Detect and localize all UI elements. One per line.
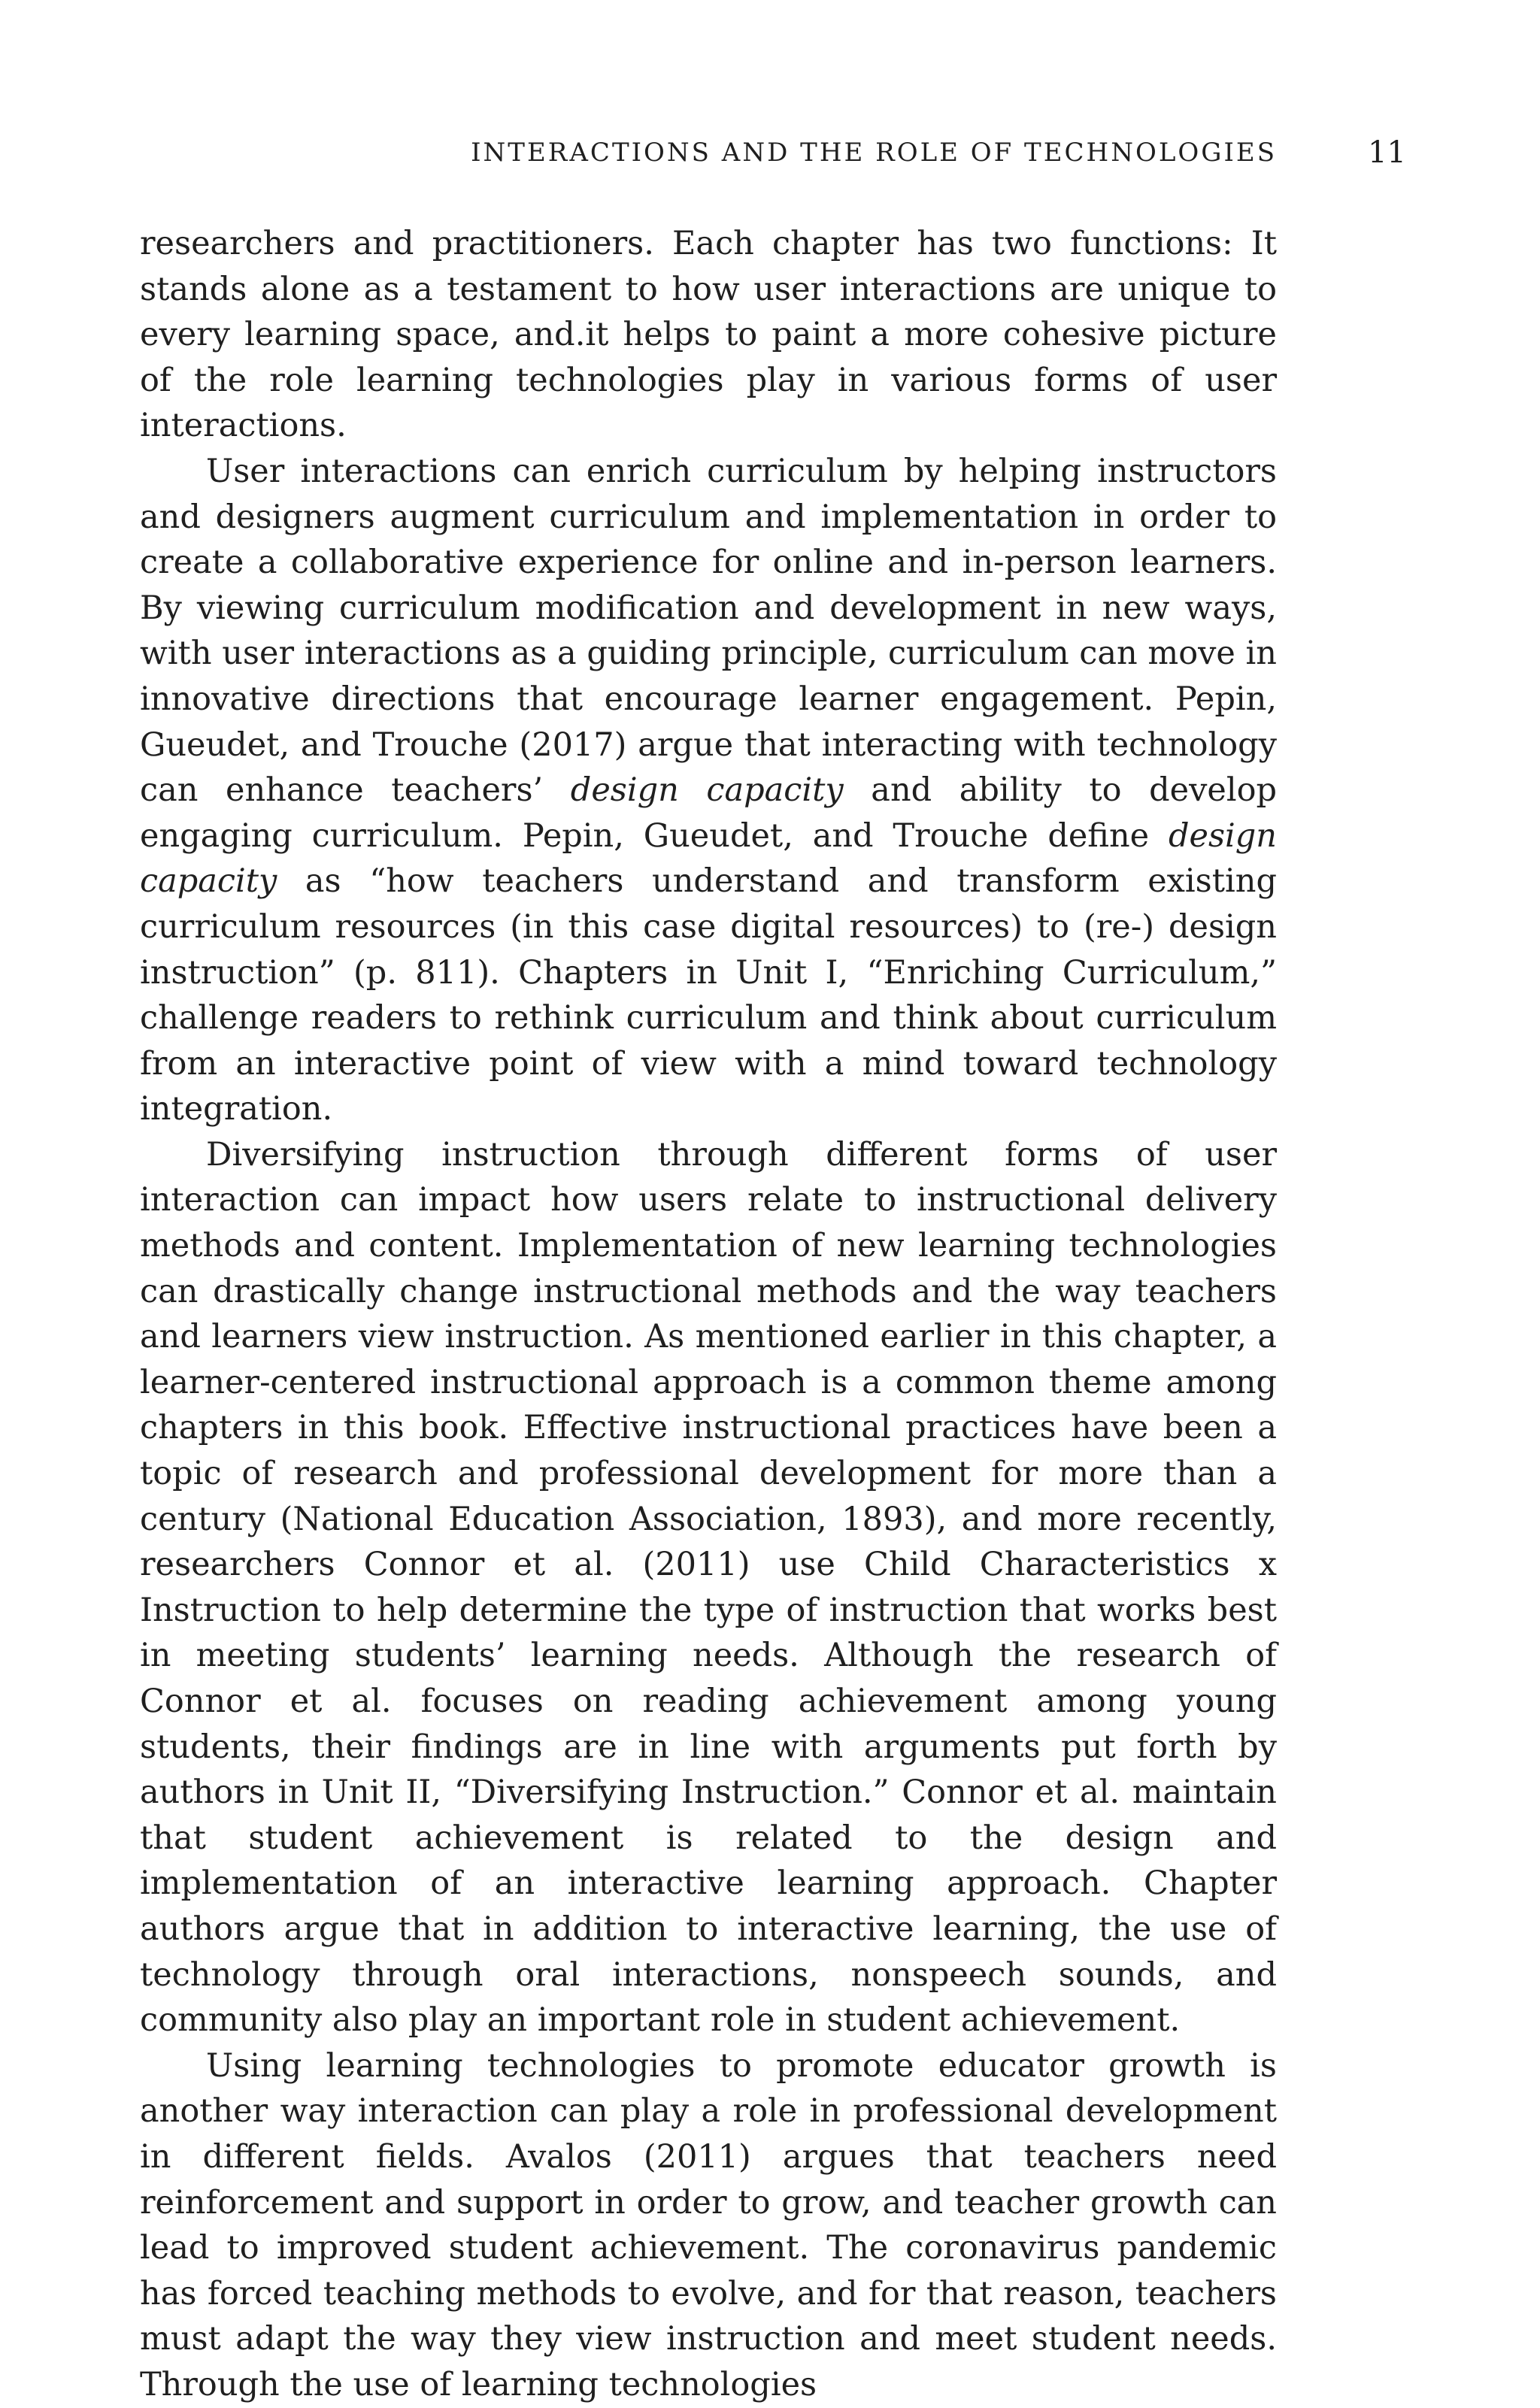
running-head [140, 134, 1277, 171]
paragraph [140, 1132, 1277, 2043]
body-text [140, 221, 1277, 2408]
text-run: User interactions can enrich curriculum by helping instructors and designers augment curriculum and implementation in order to create a collaborative experience for online and in-person learners. By viewing curriculum modification and development in new ways, with user interactions as a guiding principle, curriculum can move in innovative directions that encourage learner engagement. Pepin, Gueudet, and Trouche (2017) argue that interacting with technology can enhance teachers’ [140, 452, 1277, 810]
paragraph [140, 221, 1277, 449]
text-run: and ability to develop engaging curriculum. Pepin, Gueudet, and Trouche define [140, 771, 1277, 855]
paragraph [140, 2043, 1277, 2408]
text-run: Using learning technologies to promote educator growth is another way interaction can play a role in professional development in different fields. Avalos (2011) argues that teachers need reinforcement and support in order to grow, and teacher growth can lead to improved student achievement. The coronavirus pandemic has forced teaching methods to evolve, and for that reason, teachers must adapt the way they view instruction and meet student needs. Through the use of learning technologies [140, 2046, 1277, 2403]
text-run: Diversifying instruction through different forms of user interaction can impact how users relate to instructional delivery methods and content. Implementation of new learning technologies can drastically change instructional methods and the way teachers and learners view instruction. As mentioned earlier in this chapter, a learner-centered instructional approach is a common theme among chapters in this book. Effective instructional practices have been a topic of research and professional development for more than a century (National Education Association, 1893), and more recently, researchers Connor et al. (2011) use Child Characteristics x Instruction to help determine the type of instruction that works best in meeting students’ learning needs. Although the research of Connor et al. focuses on reading achievement among young students, their findings are in line with arguments put forth by authors in Unit II, “Diversifying Instruction.” Connor et al. maintain that student achievement is related to the design and implementation of an interactive learning approach. Chapter authors argue that in addition to interactive learning, the use of technology through oral interactions, nonspeech sounds, and community also play an important role in student achievement. [140, 1135, 1277, 2040]
running-title: INTERACTIONS AND THE ROLE OF TECHNOLOGIES [471, 138, 1277, 168]
italic-term: design capacity [140, 816, 1277, 901]
italic-term: design capacity [570, 771, 844, 810]
text-run: researchers and practitioners. Each chapter has two functions: It stands alone as a testament to how user interactions are unique to every learning space, and.it helps to paint a more cohesive picture of the role learning technologies play in various forms of user interactions. [140, 225, 1277, 445]
text-run: as “how teachers understand and transform existing curriculum resources (in this case digital resources) to (re-) design instruction” (p. 811). Chapters in Unit I, “Enriching Curriculum,” challenge readers to rethink curriculum and think about curriculum from an interactive point of view with a mind toward technology integration. [140, 862, 1277, 1128]
paragraph [140, 449, 1277, 1132]
page-number: 11 [1368, 135, 1406, 170]
